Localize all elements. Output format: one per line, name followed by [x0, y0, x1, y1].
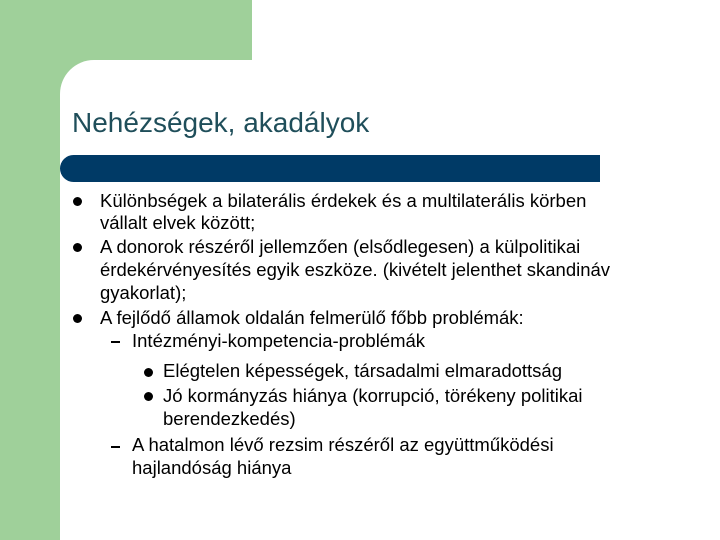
- dash-icon: [111, 446, 120, 448]
- bullet-text-line: gyakorlat);: [100, 282, 187, 303]
- bullet-text-line: A fejlődő államok oldalán felmerülő főbb problémák:: [100, 307, 524, 328]
- bullet-dot-icon: [73, 314, 82, 323]
- bullet-text-line: vállalt elvek között;: [100, 212, 256, 233]
- sub-sub-text-line: Elégtelen képességek, társadalmi elmaradottság: [163, 360, 563, 381]
- dash-icon: [111, 341, 120, 343]
- bullet-dot-icon: [144, 368, 153, 377]
- bullet-text-line: A donorok részéről jellemzően (elsődlegesen) a külpolitikai: [100, 236, 581, 257]
- bullet-dot-icon: [73, 243, 82, 252]
- bullet-dot-icon: [144, 392, 153, 401]
- sub-text-line: Intézményi-kompetencia-problémák: [132, 330, 426, 351]
- sub-text-line: hajlandóság hiánya: [132, 457, 292, 478]
- slide-title: Nehézségek, akadályok: [72, 107, 370, 138]
- sub-sub-text-line: Jó kormányzás hiánya (korrupció, törékeny politikai: [163, 385, 583, 406]
- sub-sub-text-line: berendezkedés): [163, 408, 296, 429]
- bullet-text-line: Különbségek a bilaterális érdekek és a multilaterális körben: [100, 190, 587, 211]
- sub-text-line: A hatalmon lévő rezsim részéről az együttműködési: [132, 434, 554, 455]
- bullet-text-line: érdekérvényesítés egyik eszköze. (kivételt jelenthet skandináv: [100, 259, 611, 280]
- bullet-dot-icon: [73, 197, 82, 206]
